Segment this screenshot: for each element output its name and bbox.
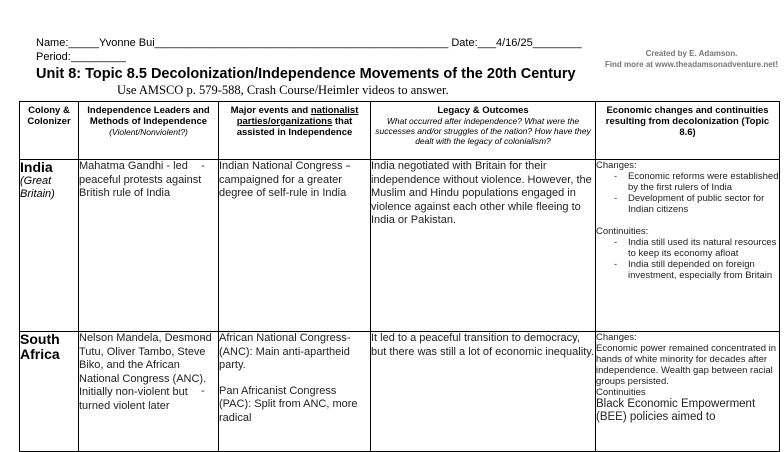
cell-colony [20,160,79,332]
header-colony: Colony & Colonizer [20,102,79,160]
name-date-line: Name:_____Yvonne Bui________________________________________________ Date:___4/16/25________ [36,37,582,49]
header-legacy: Legacy & Outcomes What occurred after independence? What were the successes and/or struggles of the nation? How have they dealt with the legacy of colonialism? [371,102,596,160]
colonizer-name: (Great Britain) [20,175,55,200]
page-subtitle: Use AMSCO p. 579-588, Crash Course/Heimler videos to answer. [117,83,449,97]
continuities-text: Black Economic Empowerment (BEE) policies aimed to [596,398,756,423]
continuities-label: Continuities: [596,226,649,237]
table-row-south-africa [20,332,780,452]
list-item: - Economic reforms were established by the first rulers of India [628,171,779,193]
cell-colony [20,332,79,452]
cell-legacy [371,160,596,332]
table-row-india [20,160,780,332]
list-item: - India negotiated with Britain for their independence without violence. However, the Muslim and Hindu populations engaged in violence against each other while fleeing to India or Pakistan. [371,160,595,228]
changes-label: Changes: [596,160,637,171]
header-economic: Economic changes and continuities resulting from decolonization (Topic 8.6) [596,102,780,160]
changes-label: Changes: [596,332,637,343]
header-events: Major events and nationalist parties/organizations that assisted in Independence [219,102,371,160]
cell-economic [596,160,780,332]
changes-text: Economic power remained concentrated in hands of white minority for decades after independence. Wealth gap between racial groups persisted. [596,343,777,387]
list-item: - It led to a peaceful transition to democracy, but there was still a lot of economic inequality. [371,332,595,359]
list-item: - Development of public sector for Indian citizens [628,193,779,215]
page-title: Unit 8: Topic 8.5 Decolonization/Independence Movements of the 20th Century [36,66,576,82]
cell-economic [596,332,780,452]
list-item: - Indian National Congress - campaigned for a greater degree of self-rule in India [219,160,370,201]
list-item: - India still depended on foreign investment, especially from Britain [628,259,779,281]
list-item: - Pan Africanist Congress (PAC): Split from ANC, more radical [219,385,370,426]
continuities-label: Continuities [596,387,646,398]
decolonization-table [19,101,780,452]
period-line: Period:_________ [36,51,126,63]
header-row [20,102,780,160]
cell-legacy [371,332,596,452]
colony-name: India [20,159,53,175]
credit-website: Find more at www.theadamsonadventure.net! [604,60,778,69]
cell-leaders: Nelson Mandela, Desmond Tutu, Oliver Tambo, Steve Biko, and the African National Congress (ANC). Initially non-violent but turned violent later [79,332,219,452]
cell-events [219,160,371,332]
list-item: - African National Congress (ANC): Main anti-apartheid party. [219,332,370,373]
header-leaders: Independence Leaders and Methods of Independence (Violent/Nonviolent?) [79,102,219,160]
colony-name: South Africa [20,331,60,362]
cell-events [219,332,371,452]
credit-author: Created by E. Adamson. [645,49,738,58]
credit-note [605,48,778,70]
list-item: - India still used its natural resources to keep its economy afloat [628,237,779,259]
cell-leaders: Mahatma Gandhi - led peaceful protests against British rule of India [79,160,219,332]
